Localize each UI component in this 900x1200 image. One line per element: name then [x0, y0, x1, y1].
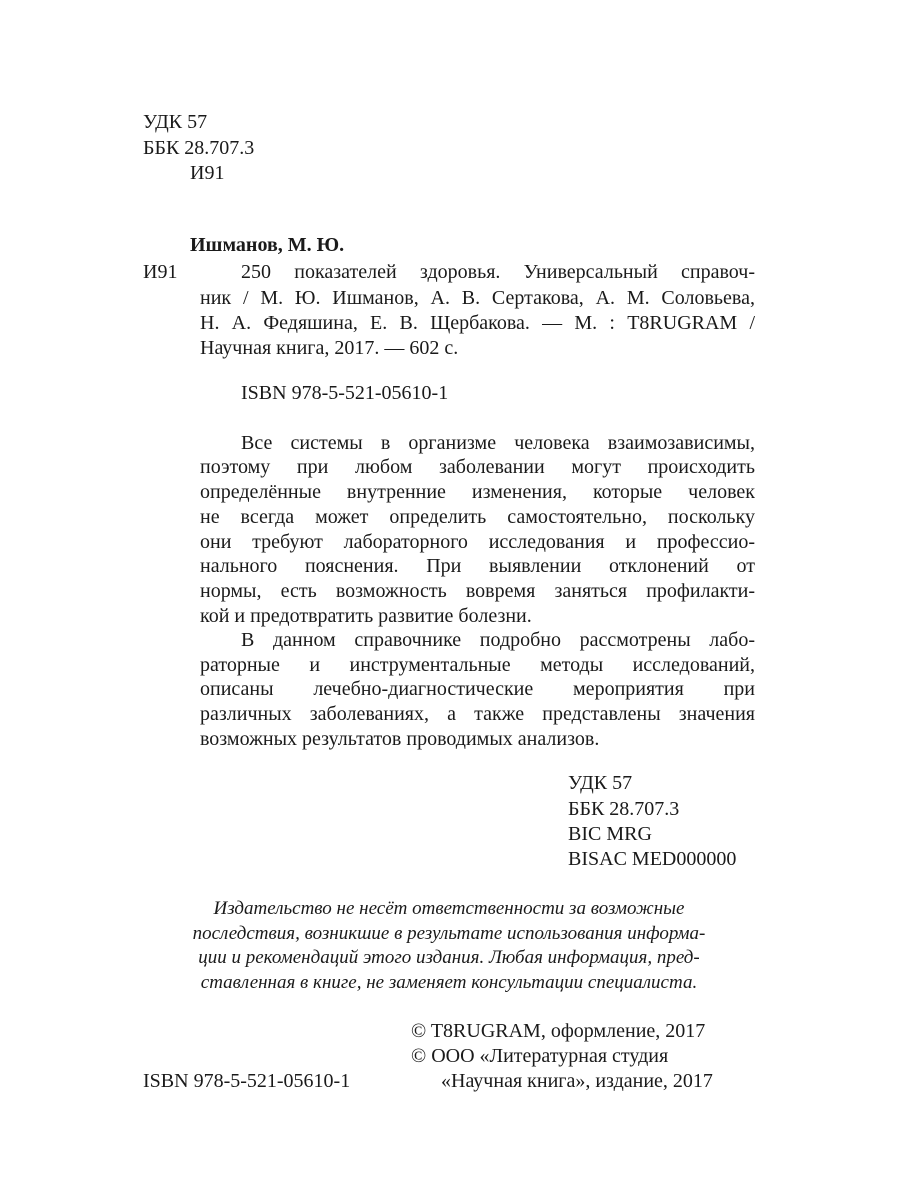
citation-line: Научная книга, 2017. — 602 с.: [200, 337, 459, 359]
udk-code: УДК 57: [143, 111, 208, 133]
copyright-line: © T8RUGRAM, оформление, 2017: [411, 1020, 706, 1042]
annotation-line: В данном справочнике подробно рассмотрены лабо-: [241, 629, 755, 651]
author-mark: И91: [190, 162, 225, 184]
copyright-line: © ООО «Литературная студия: [411, 1045, 669, 1067]
annotation-line: поэтому при любом заболевании могут происходить: [200, 456, 755, 478]
citation-author: Ишманов, М. Ю.: [190, 234, 345, 256]
copyright-line: «Научная книга», издание, 2017: [441, 1070, 713, 1092]
annotation-line: они требуют лабораторного исследования и профессио-: [200, 531, 755, 553]
bbk-code: ББК 28.707.3: [143, 137, 255, 159]
class-bic: BIC MRG: [568, 823, 652, 845]
citation-isbn: ISBN 978-5-521-05610-1: [241, 382, 449, 404]
class-udk: УДК 57: [568, 772, 633, 794]
annotation-line: определённые внутренние изменения, которые человек: [200, 481, 755, 503]
annotation-line: кой и предотвратить развитие болезни.: [200, 605, 532, 627]
annotation-line: различных заболеваниях, а также представлены значения: [200, 703, 755, 725]
annotation-line: описаны лечебно-диагностические мероприятия при: [200, 678, 755, 700]
annotation-line: нального пояснения. При выявлении отклонений от: [200, 555, 755, 577]
annotation-line: раторные и инструментальные методы исследований,: [200, 654, 755, 676]
annotation-line: возможных результатов проводимых анализов.: [200, 728, 600, 750]
annotation-line: Все системы в организме человека взаимозависимы,: [241, 432, 755, 454]
citation-line: Н. А. Федяшина, Е. В. Щербакова. — М. : T8RUGRAM /: [200, 312, 755, 334]
citation-line: ник / М. Ю. Ишманов, А. В. Сертакова, А. М. Соловьева,: [200, 287, 755, 309]
disclaimer-line: ции и рекомендаций этого издания. Любая информация, пред-: [198, 947, 700, 968]
annotation-line: нормы, есть возможность вовремя заняться профилакти-: [200, 580, 755, 602]
class-bbk: ББК 28.707.3: [568, 798, 680, 820]
class-bisac: BISAC MED000000: [568, 848, 737, 870]
annotation-line: не всегда может определить самостоятельно, поскольку: [200, 506, 755, 528]
disclaimer-line: Издательство не несёт ответственности за возможные: [213, 898, 685, 919]
footer-isbn: ISBN 978-5-521-05610-1: [143, 1070, 351, 1092]
disclaimer-line: ставленная в книге, не заменяет консультации специалиста.: [200, 972, 698, 993]
citation-mark: И91: [143, 261, 178, 283]
disclaimer-line: последствия, возникшие в результате использования информа-: [192, 923, 706, 944]
citation-line: 250 показателей здоровья. Универсальный справоч-: [241, 261, 755, 283]
